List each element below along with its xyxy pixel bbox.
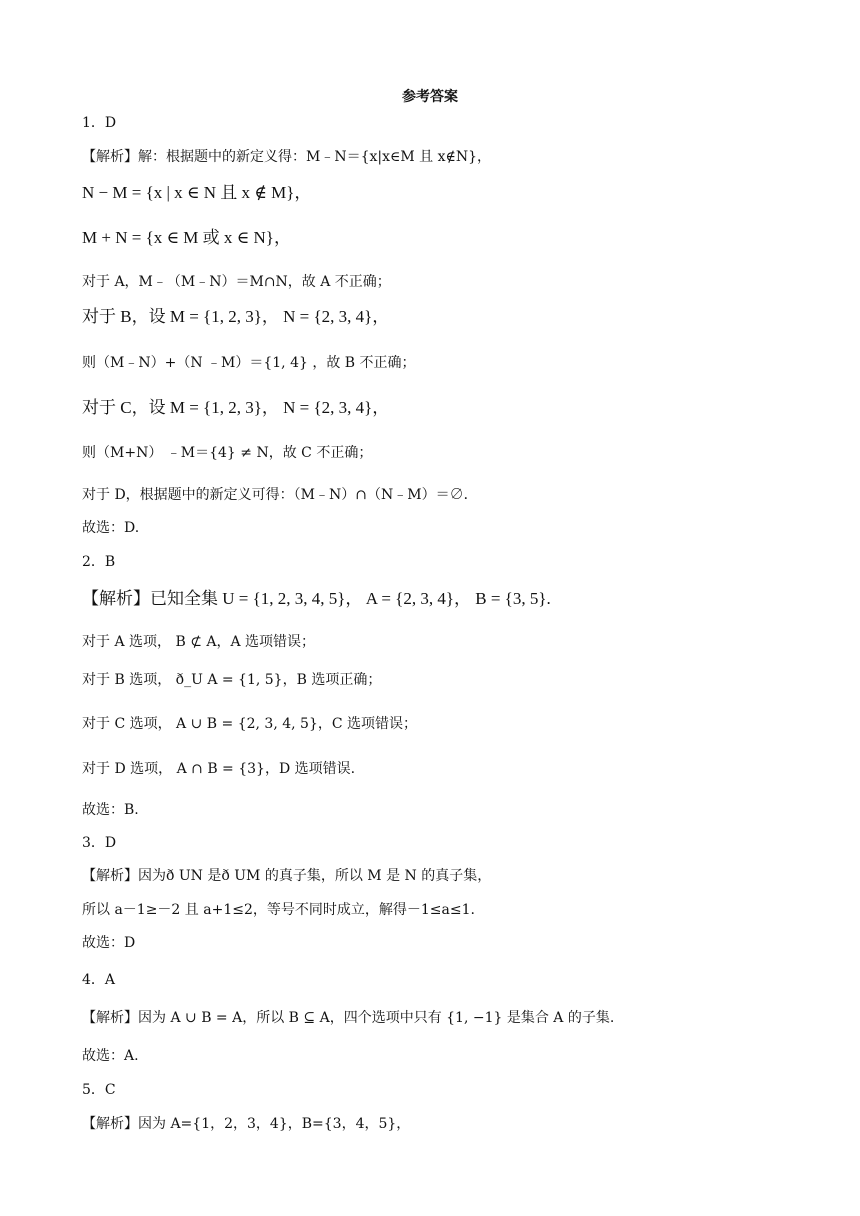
text-line: 【解析】因为 A={1，2，3，4}，B={3，4，5}， <box>82 1116 411 1132</box>
text-line: 所以 a－1≥－2 且 a+1≤2，等号不同时成立，解得－1≤a≤1. <box>82 902 475 918</box>
math-line: M + N = {x ∈ M 或 x ∈ N}， <box>82 228 291 247</box>
conclusion-line: 故选：A. <box>82 1048 139 1064</box>
math-line: 对于 C，设 M = {1, 2, 3}， N = {2, 3, 4}， <box>82 398 390 417</box>
text-line: 【解析】解：根据题中的新定义得：M﹣N＝{x|x∈M 且 x∉N}， <box>82 149 492 165</box>
text-line: 对于 D 选项， A ∩ B = {3}，D 选项错误. <box>82 761 356 777</box>
conclusion-line: 故选：D. <box>82 520 140 536</box>
text-line: 对于 B 选项， ð_U A = {1, 5}，B 选项正确； <box>82 672 382 688</box>
answer-heading: 4．A <box>82 972 116 988</box>
answer-heading: 1．D <box>82 115 117 131</box>
conclusion-line: 故选：B. <box>82 802 139 818</box>
text-line: 则（M+N） ﹣M＝{4} ≠ N，故 C 不正确； <box>82 445 373 461</box>
text-line: 则（M﹣N）+（N ﹣M）＝{1, 4} ，故 B 不正确； <box>82 355 416 371</box>
text-line: 【解析】因为 A ∪ B = A，所以 B ⊆ A，四个选项中只有 {1, −1} 是集合 A 的子集. <box>82 1010 615 1026</box>
answer-heading: 5．C <box>82 1082 116 1098</box>
text-line: 对于 C 选项， A ∪ B = {2, 3, 4, 5}，C 选项错误； <box>82 716 418 732</box>
text-line: 对于 D，根据题中的新定义可得：（M﹣N）∩（N﹣M）＝∅． <box>82 487 478 503</box>
page-title: 参考答案 <box>402 89 458 105</box>
text-line: 对于 A 选项， B ⊄ A，A 选项错误； <box>82 634 316 650</box>
answer-heading: 2．B <box>82 554 116 570</box>
math-line: N − M = {x | x ∈ N 且 x ∉ M}， <box>82 183 312 202</box>
text-line: 对于 A，M﹣（M﹣N）＝M∩N，故 A 不正确； <box>82 274 391 290</box>
answer-heading: 3．D <box>82 835 117 851</box>
math-line: 【解析】已知全集 U = {1, 2, 3, 4, 5}， A = {2, 3, 4}， B = {3, 5}. <box>82 589 551 608</box>
text-line: 【解析】因为ð UN 是ð UM 的真子集，所以 M 是 N 的真子集， <box>82 868 492 884</box>
math-line: 对于 B，设 M = {1, 2, 3}， N = {2, 3, 4}， <box>82 307 390 326</box>
conclusion-line: 故选：D <box>82 935 136 951</box>
